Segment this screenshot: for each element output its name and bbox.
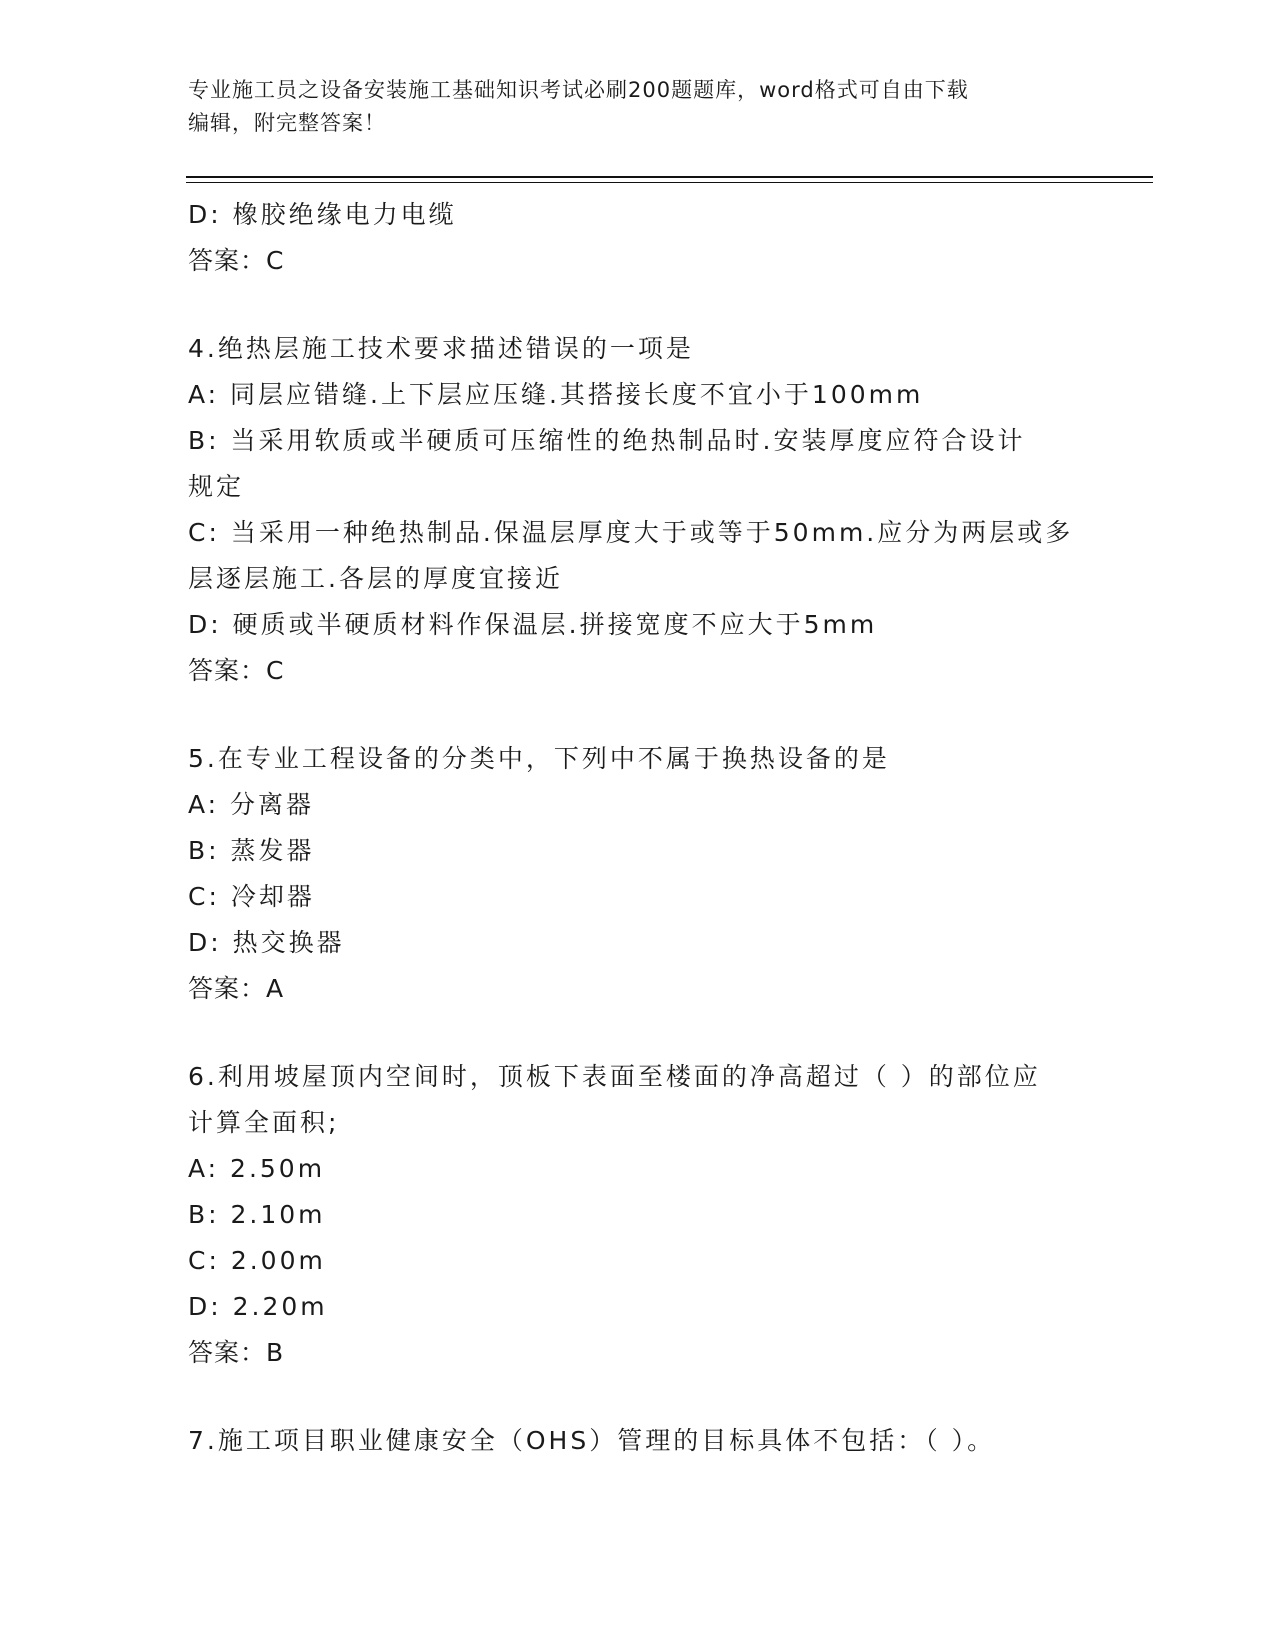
option-a: A: 同层应错缝.上下层应压缝.其搭接长度不宜小于100mm [188, 380, 924, 409]
option-c: C: 冷却器 [188, 882, 315, 911]
option-c-line-2: 层逐层施工.各层的厚度宜接近 [188, 564, 563, 593]
question-7 [188, 1418, 1088, 1464]
answer: 答案：C [188, 656, 285, 685]
question-3-tail [188, 192, 1088, 284]
answer: 答案：A [188, 974, 285, 1003]
option-a: A: 2.50m [188, 1154, 326, 1183]
header-line-2: 编辑，附完整答案！ [188, 111, 386, 135]
question-text-line-1: 6.利用坡屋顶内空间时，顶板下表面至楼面的净高超过（ ）的部位应 [188, 1062, 1041, 1091]
option-b: B: 蒸发器 [188, 836, 315, 865]
header-line-1: 专业施工员之设备安装施工基础知识考试必刷200题题库，word格式可自由下载 [188, 78, 969, 102]
question-text-line-2: 计算全面积; [188, 1108, 340, 1137]
option-d: D: 硬质或半硬质材料作保温层.拼接宽度不应大于5mm [188, 610, 878, 639]
question-6 [188, 1054, 1088, 1376]
question-5 [188, 736, 1088, 1012]
option-b: B: 2.10m [188, 1200, 326, 1229]
option-d: D: 热交换器 [188, 928, 345, 957]
option-b-line-2: 规定 [188, 472, 245, 501]
answer: 答案：B [188, 1338, 285, 1367]
header-divider-thin [186, 182, 1153, 183]
option-c: C: 2.00m [188, 1246, 326, 1275]
document-header [188, 74, 1078, 140]
option-d: D: 2.20m [188, 1292, 328, 1321]
option-c-line-1: C: 当采用一种绝热制品.保温层厚度大于或等于50mm.应分为两层或多 [188, 518, 1074, 547]
question-text: 7.施工项目职业健康安全（OHS）管理的目标具体不包括：（ ）。 [188, 1426, 996, 1455]
answer: 答案：C [188, 246, 285, 275]
question-list [188, 192, 1088, 1464]
question-text: 5.在专业工程设备的分类中，下列中不属于换热设备的是 [188, 744, 890, 773]
option-d: D: 橡胶绝缘电力电缆 [188, 200, 457, 229]
option-a: A: 分离器 [188, 790, 315, 819]
question-4 [188, 326, 1088, 694]
question-text: 4.绝热层施工技术要求描述错误的一项是 [188, 334, 694, 363]
header-divider-thick [186, 176, 1153, 178]
option-b-line-1: B: 当采用软质或半硬质可压缩性的绝热制品时.安装厚度应符合设计 [188, 426, 1026, 455]
